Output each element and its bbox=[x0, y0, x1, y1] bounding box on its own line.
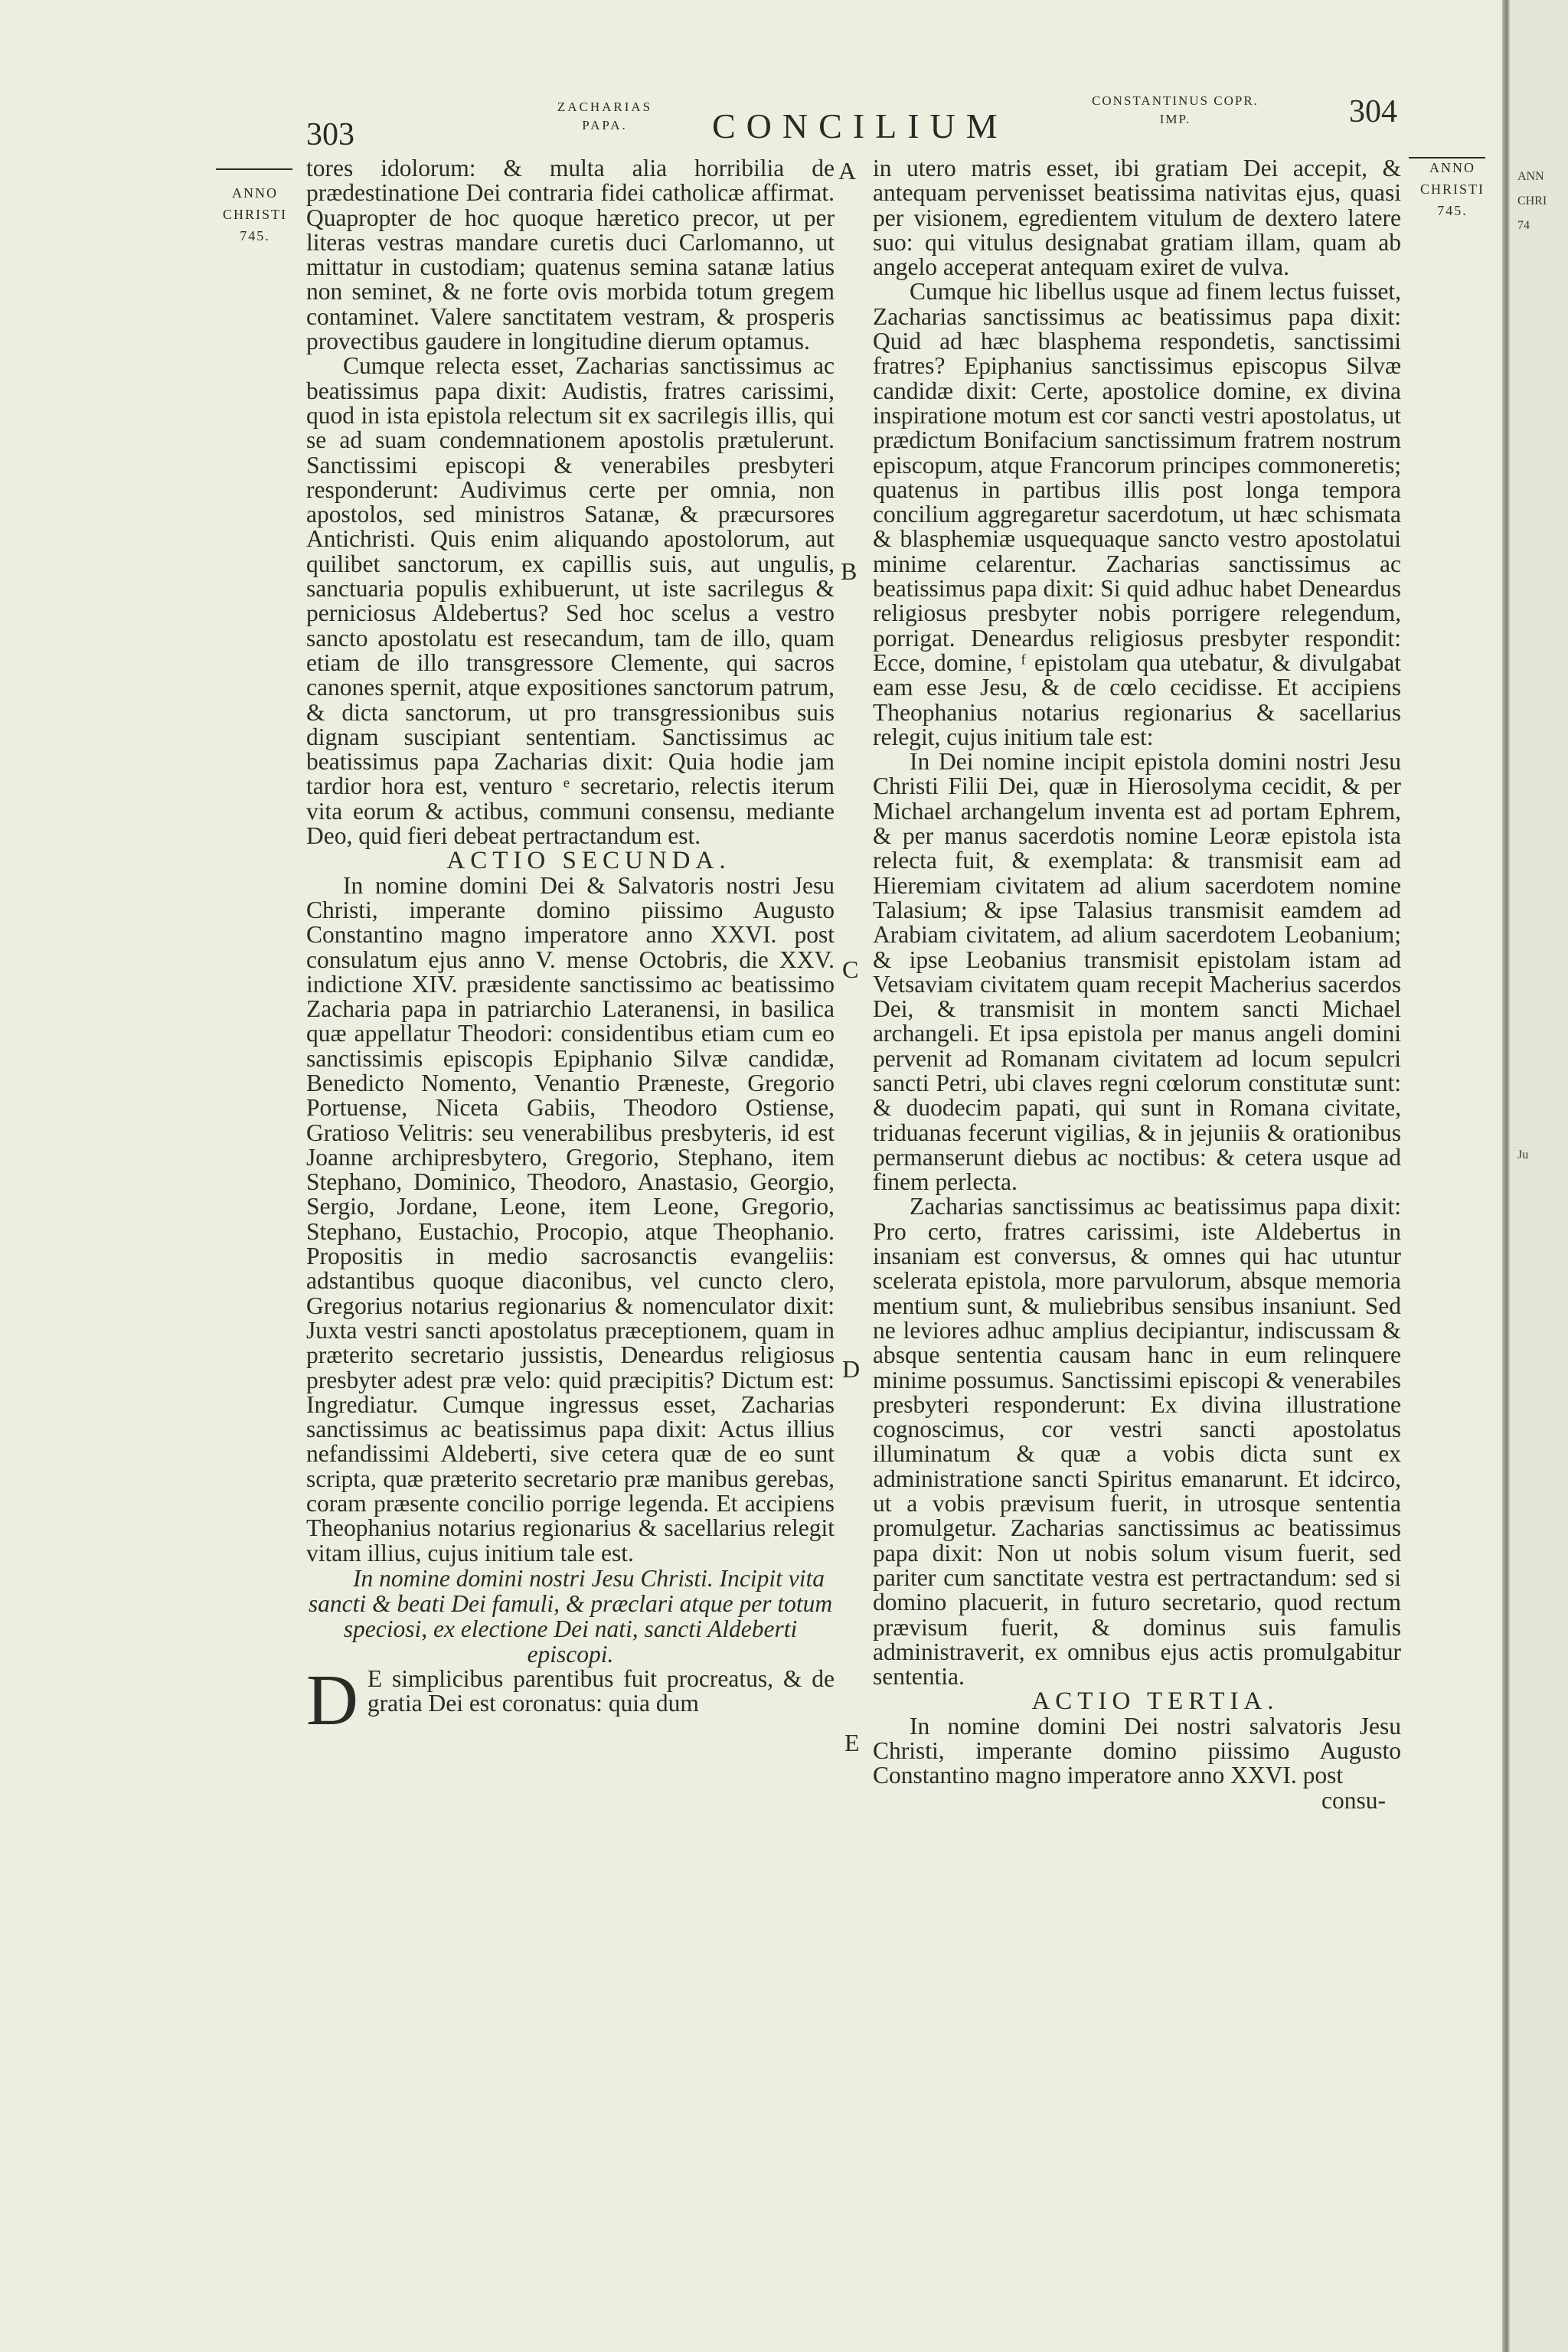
margin-rule-left bbox=[216, 168, 292, 170]
left-text-column bbox=[306, 155, 835, 1740]
section-letter-e: E bbox=[844, 1729, 860, 1756]
margin-note-anno-right bbox=[1403, 157, 1502, 221]
running-head-right bbox=[1045, 92, 1305, 129]
section-letter-c: C bbox=[842, 956, 859, 983]
right-text-column bbox=[873, 156, 1401, 1813]
running-head-right-line2: IMP. bbox=[1159, 112, 1191, 126]
section-heading-actio-tertia: ACTIO TERTIA. bbox=[1031, 1687, 1279, 1716]
paragraph: In nomine domini Dei & Salvatoris nostri Jesu Christi, imperante domino piissimo Augusto Constantino magno imperatore anno XXVI. post consulatum ejus anno V. mense Octobris, die XXV. indictione XIV. præsidente sanctissimo ac beatissimo Zacharia papa in patriarchio Lateranensi, in basilica quæ appellatur Theodori: considentibus etiam cum eo sanctissimis episcopis Epiphanio Silvæ candidæ, Benedicto Nomento, Venantio Prænestе, Gregorio Portuense, Niceta Gabiis, Theodoro Ostiense, Gratioso Velitris: seu venerabilibus presbyteris, id est Joanne archipresbytero, Gregorio, Stephano, item Stephano, Dominico, Theodoro, Anastasio, Georgio, Sergio, Jordane, Leone, item Leone, Gregorio, Stephano, Eustachio, Procopio, atque Theophanio. Propositis in medio sacrosanctis evangeliis: adstantibus quoque diaconibus, vel cuncto clero, Gregorius notarius regionarius & nomenculator dixit: Juxta vestri sancti apostolatus præceptionem, quam in præterito secretario jussistis, Deneardus religiosus presbyter adest præ velo: quid præcipitis? Dictum est: Ingrediatur. Cumque ingressus esset, Zacharias sanctissimus ac beatissimus papa dixit: Actus illius nefandissimi Aldeberti, sive cetera quæ de eo sunt scripta, quæ præterito secretario præ manibus gerebas, coram præsente concilio porrige legenda. Et accipiens Theophanius notarius regionarius & sacellarius relegit vitam illius, cujus initium tale est. bbox=[306, 871, 835, 1566]
paragraph-with-initial bbox=[306, 1660, 835, 1740]
page-number-left: 303 bbox=[306, 117, 354, 152]
margin-note-anno-left bbox=[205, 182, 305, 247]
paragraph: In nomine domini Dei nostri salvatoris Jesu Christi, imperante domino piissimo Augusto Constantino magno imperatore anno XXVI. post bbox=[873, 1712, 1401, 1789]
running-head-left-line1: ZACHARIAS bbox=[557, 100, 653, 114]
section-letter-b: B bbox=[841, 557, 858, 585]
section-letter-a: A bbox=[838, 157, 857, 185]
catchword: consu- bbox=[1321, 1786, 1386, 1814]
running-head-left bbox=[528, 98, 681, 135]
running-head-left-line2: PAPA. bbox=[582, 118, 628, 132]
anno-left-christi: CHRISTI bbox=[222, 207, 287, 222]
next-page-christi: CHRI bbox=[1517, 194, 1547, 207]
anno-left-word: ANNO bbox=[232, 185, 278, 201]
running-head-right-line1: CONSTANTINUS COPR. bbox=[1092, 93, 1259, 108]
paragraph: in utero matris esset, ibi gratiam Dei accepit, & antequam pervenisset beatissima nativitas ejus, quasi per visionem, egredientem vitulum de dextero latere suo: qui vitulus designabat gratiam illam, quam ab angelo acceperat antequam exiret de vulva. bbox=[873, 155, 1401, 281]
next-page-edge bbox=[1510, 0, 1568, 2352]
anno-left-year: 745. bbox=[240, 228, 270, 243]
paragraph-text: E simplicibus parentibus fuit procreatus, & de gratia Dei est coronatus: quia dum bbox=[367, 1664, 835, 1717]
section-letter-d: D bbox=[842, 1355, 861, 1383]
vita-heading: In nomine domini nostri Jesu Christi. Incipit vita sancti & beati Dei famuli, & præclari atque per totum speciosi, ex electione Dei nati, sancti Aldeberti episcopi. bbox=[308, 1564, 833, 1668]
paragraph: In Dei nomine incipit epistola domini nostri Jesu Christi Filii Dei, quæ in Hierosolyma cecidit, & per Michael archangelum inventa est ad portam Ephrem, & per manus sacerdotis nomine Leoræ epistola ista relecta fuit, & exemplata: & transmisit eam ad Hieremiam civitatem ad alium sacerdotem nomine Talasium; & ipse Talasius transmisit eamdem ad Arabiam civitatem, ad alium sacerdotem Leobanium; & ipse Leobanius transmisit epistolam istam ad Vetsaviam civitatem quam recepit Macherius sacerdos Dei, & transmisit in montem sancti Michael archangeli. Et ipsa epistola per manus angeli domini pervenit ad Romanam civitatem ad locum sepulcri sancti Petri, ubi claves regni cœlorum constitutæ sunt: & duodecim papati, qui sunt in Romana civitate, triduanas fecerunt vigilias, & in jejuniis & orationibus permanserunt diebus ac noctibus: & cetera usque ad finem perlecta. bbox=[873, 748, 1401, 1196]
running-head-title: CONCILIUM bbox=[712, 106, 1008, 145]
anno-right-christi: CHRISTI bbox=[1419, 181, 1485, 197]
paragraph: Cumque hic libellus usque ad finem lectus fuisset, Zacharias sanctissimus ac beatissimus papa dixit: Quid ad hæc blasphema respondetis, sanctissimi fratres? Epiphanius sanctissimus episcopus Silvæ candidæ dixit: Certe, apostolice domine, ex divina inspiratione motum est cor sancti vestri apostolatus, ut prædictum Bonifacium sanctissimum fratrem nostrum episcopum, atque Francorum principes commoneretis; quatenus in partibus illis post longa tempora concilium aggregaretur sacerdotum, ut hæc schismata & blasphemiæ usquequaque sancto vestro apostolatui minime celarentur. Zacharias sanctissimus ac beatissimus papa dixit: Si quid adhuc habet Deneardus religiosus presbyter nobis porrigere relegendum, porrigat. Deneardus religiosus presbyter respondit: Ecce, domine, ᶠ epistolam qua utebatur, & divulgabat eam esse Jesu, & de cœlo cecidisse. Et accipiens Theophanius notarius regionarius & sacellarius relegit, cujus initium tale est: bbox=[873, 278, 1401, 750]
next-page-anno: ANN bbox=[1517, 170, 1544, 183]
next-page-year: 74 bbox=[1517, 219, 1530, 232]
book-gutter bbox=[1502, 0, 1510, 2352]
paragraph: Zacharias sanctissimus ac beatissimus papa dixit: Pro certo, fratres carissimi, iste Aldebertus in insaniam est conversus, & omnes qui hac utuntur scelerata epistola, more parvulorum, absque memoria mentium sunt, & muliebribus sensibus insaniunt. Sed ne leviores adhuc amplius decipiantur, indiscussam & absque sententia causam hanc in eum relinquere minime possumus. Sanctissimi episcopi & venerabiles presbyteri responderunt: Ex divina illustratione cognoscimus, cor vestri sancti apostolatus illuminatum & quæ a vobis dicta sunt ex administratione sancti Spiritus emanarunt. Et idcirco, ut a vobis prævisum fuerit, in utrosque sententia promulgetur. Zacharias sanctissimus ac beatissimus papa dixit: Non ut nobis solum visum fuerit, sed pariter cum sanctitate vestra est pertractandum: sed si domino placuerit, in futuro secretario, quod rectum prævisum fuerit, & dominus suis famulis administraverit, ex omnibus ejus actis promulgabitur sententia. bbox=[873, 1193, 1401, 1690]
page-number-right: 304 bbox=[1349, 94, 1397, 129]
paragraph: Cumque relecta esset, Zacharias sanctissimus ac beatissimus papa dixit: Audistis, fratres carissimi, quod in ista epistola relectum sit ex sacrilegis illis, qui se ad suam condemnationem apostolis prætulerunt. Sanctissimi episcopi & venerabiles presbyteri responderunt: Audivimus certe per omnia, non apostolos, sed ministros Satanæ, & præcursores Antichristi. Quis enim aliquando apostolorum, aut quilibet sanctorum, ex capillis suis, aut ungulis, sanctuaria populis exhibuerunt, ut iste sacrilegus & perniciosus Aldebertus? Sed hoc scelus a vestro sancto apostolatu est resecandum, tam de illo, quam etiam de illo transgressore Clemente, qui sacros canones spernit, atque expositiones sanctorum patrum, & dicta sanctorum, ut pro transgressionibus suis dignam suscipiant sententiam. Sanctissimus ac beatissimus papa Zacharias dixit: Quia hodie jam tardior hora est, venturo ᵉ secretario, relectis iterum vita eorum & actibus, communi consensu, mediante Deo, quid fieri debeat pertractandum est. bbox=[306, 352, 835, 850]
anno-right-year: 745. bbox=[1437, 203, 1468, 218]
paragraph: tores idolorum: & multa alia horribilia de prædestinatione Dei contraria fidei catholicæ affirmat. Quapropter de hoc quoque hæretico precor, ut per literas vestras mandare curetis duci Carlomanno, ut mittatur in custodiam; quatenus semina satanæ latius non seminet, & ne forte ovis morbida totum gregem contaminet. Valere sanctitatem vestram, & prosperis provectibus gaudere in longitudine dierum optamus. bbox=[306, 155, 835, 355]
anno-right-word: ANNO bbox=[1429, 160, 1475, 175]
drop-cap-initial: D bbox=[306, 1660, 358, 1740]
section-heading-actio-secunda: ACTIO SECUNDA. bbox=[446, 847, 731, 875]
next-page-fragment: Ju bbox=[1517, 1148, 1529, 1161]
